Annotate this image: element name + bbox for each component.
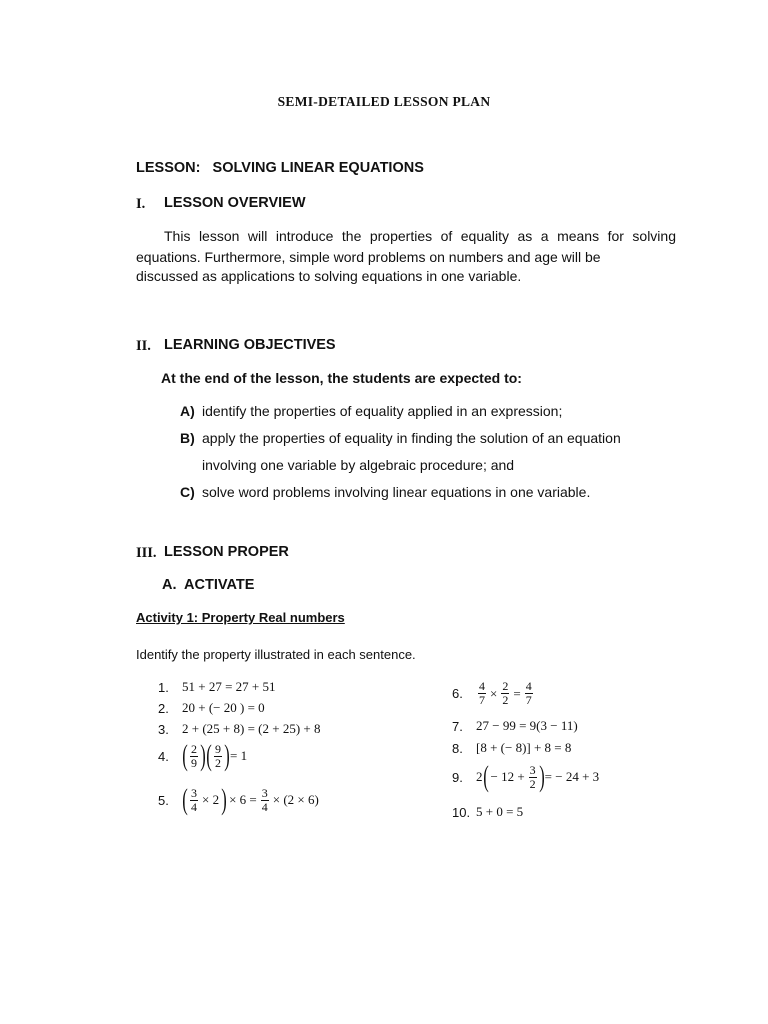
item-2 <box>158 700 265 716</box>
lesson-label: LESSON: <box>136 160 201 176</box>
section-3-heading: LESSON PROPER <box>164 544 289 560</box>
item-number: 9. <box>452 769 463 785</box>
objective-b-continued: involving one variable by algebraic procedure; and <box>202 457 515 473</box>
lesson-name: SOLVING LINEAR EQUATIONS <box>212 160 424 176</box>
fraction: $\frac{3}{2}$ <box>529 762 536 791</box>
item-number: 2. <box>158 700 169 716</box>
fraction: $\frac{3}{4}$ <box>191 785 197 814</box>
item-4: 4. ( $\frac{2}{9}$ ) ( $\frac{9}{2}$ ) = 1 <box>158 739 248 772</box>
item-rhs: = 1 <box>230 748 248 763</box>
fraction: $\frac{2}{2}$ <box>502 679 509 707</box>
objective-b-label: B) <box>180 430 195 446</box>
item-9: 9. 2 ( − 12 + $\frac{3}{2}$ ) = − 24 + 3 <box>452 760 600 793</box>
item-10 <box>452 804 523 820</box>
subsection-activate <box>162 577 254 593</box>
objective-c-label: C) <box>180 484 195 500</box>
objective-a-text: identify the properties of equality applied in an expression; <box>202 403 563 419</box>
document-title: SEMI-DETAILED LESSON PLAN <box>277 94 491 109</box>
objective-a <box>180 398 562 425</box>
item-8 <box>452 740 571 756</box>
item-number: 5. <box>158 792 169 808</box>
item-number: 6. <box>452 686 463 701</box>
objective-a-label: A) <box>180 403 195 419</box>
item-number: 1. <box>158 679 169 695</box>
section-2-number: II. <box>136 338 151 354</box>
item-7 <box>452 718 578 734</box>
section-1-number: I. <box>136 196 146 212</box>
objective-c <box>180 479 590 506</box>
item-number: 10. <box>452 804 471 820</box>
item-rhs: = − 24 + 3 <box>544 769 600 784</box>
fraction: $\frac{4}{7}$ <box>479 679 485 707</box>
fraction: $\frac{9}{2}$ <box>215 741 221 770</box>
section-3-number: III. <box>136 545 157 561</box>
item-expression: 20 + (− 20 ) = 0 <box>182 700 265 715</box>
item-3 <box>158 721 320 737</box>
fraction: $\frac{3}{4}$ <box>261 785 268 814</box>
item-number: 3. <box>158 721 169 737</box>
item-expression: 51 + 27 = 27 + 51 <box>182 679 276 694</box>
item-expression: 5 + 0 = 5 <box>476 804 524 819</box>
objectives-intro: At the end of the lesson, the students are expected to: <box>161 370 522 386</box>
section-2-heading: LEARNING OBJECTIVES <box>164 337 336 353</box>
subsection-label: A. <box>162 577 177 593</box>
section-1-heading: LESSON OVERVIEW <box>164 195 306 211</box>
objective-c-text: solve word problems involving linear equations in one variable. <box>202 484 591 500</box>
fraction: $\frac{4}{7}$ <box>525 679 532 707</box>
overview-text-last: discussed as applications to solving equations in one variable. <box>136 268 522 284</box>
item-expression: 2 + (25 + 8) = (2 + 25) + 8 <box>182 721 321 736</box>
item-expression: [8 + (− 8)] + 8 = 8 <box>476 740 572 755</box>
item-number: 8. <box>452 740 463 756</box>
item-number: 4. <box>158 748 169 764</box>
overview-paragraph <box>136 226 676 268</box>
item-expression: 27 − 99 = 9(3 − 11) <box>476 718 578 733</box>
fraction: $\frac{2}{9}$ <box>191 741 197 770</box>
activity-instruction: Identify the property illustrated in each sentence. <box>136 647 416 662</box>
activity-title: Activity 1: Property Real numbers <box>136 610 345 625</box>
item-6: 6. $\frac{4}{7}$ × $\frac{2}{2}$ = $\frac{4}{7}$ <box>452 679 532 707</box>
item-5: 5. ( $\frac{3}{4}$ × 2 ) × 6 = $\frac{3}{4}$ × (2 × 6) <box>158 783 319 816</box>
overview-text: This lesson will introduce the properties of equality as a means for solving equations. Furthermore, simple word problems on numbers and age will be <box>136 228 676 265</box>
lesson-line <box>136 160 424 176</box>
item-number: 7. <box>452 718 463 734</box>
item-1 <box>158 679 276 695</box>
subsection-heading: ACTIVATE <box>184 577 255 593</box>
objective-b <box>180 425 676 452</box>
objective-b-text: apply the properties of equality in finding the solution of an equation <box>202 430 621 446</box>
